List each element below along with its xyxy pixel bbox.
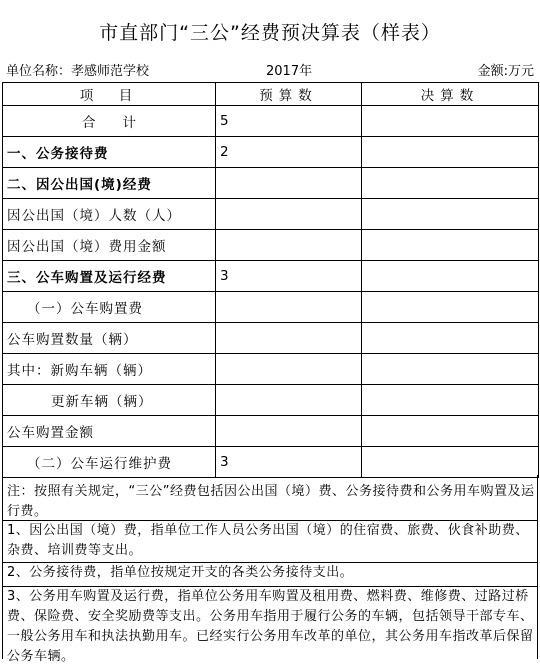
row-label[interactable]: 一、公务接待费 [3, 137, 216, 168]
row-label[interactable]: （一）公车购置费 [3, 292, 216, 323]
note-vehicle[interactable]: 3、公务用车购置及运行费，指单位公务用车购置及租用费、燃料费、维修费、过路过桥费、保险费、安全奖励费等支出。公务用车指用于履行公务的车辆，包括领导干部专车、一般公务用车和执法执勤用车。已经实行公务用车改革的单位，其公务用车指改革后保留公务车辆。 [7, 589, 534, 664]
row-label[interactable]: 二、因公出国(境)经费 [3, 168, 216, 199]
table-row [3, 447, 539, 478]
table-row [3, 261, 539, 292]
column-header-budget: 预算数 [216, 83, 362, 106]
budget-cell[interactable] [216, 354, 362, 385]
table-row [3, 230, 539, 261]
row-label[interactable]: （二）公车运行维护费 [3, 447, 216, 478]
table-row [3, 354, 539, 385]
budget-cell[interactable] [216, 416, 362, 447]
budget-table [2, 82, 539, 478]
budget-cell[interactable] [216, 292, 362, 323]
row-label[interactable]: 合 计 [3, 106, 216, 137]
row-label[interactable]: 因公出国（境）费用金额 [3, 230, 216, 261]
note-general[interactable]: 注：按照有关规定，“三公”经费包括因公出国（境）费、公务接待费和公务用车购置及运行费。 [7, 484, 535, 519]
table-row [3, 168, 539, 199]
budget-cell[interactable]: 3 [216, 261, 362, 292]
table-row [3, 323, 539, 354]
table-row [3, 199, 539, 230]
final-cell[interactable] [362, 230, 539, 261]
final-cell[interactable] [362, 416, 539, 447]
column-header-final: 决算数 [362, 83, 539, 106]
row-label[interactable]: 公车购置金额 [3, 416, 216, 447]
final-cell[interactable] [362, 261, 539, 292]
table-row [3, 137, 539, 168]
row-label[interactable]: 其中：新购车辆（辆） [3, 354, 216, 385]
table-row [3, 385, 539, 416]
final-cell[interactable] [362, 354, 539, 385]
final-cell[interactable] [362, 106, 539, 137]
note-reception[interactable]: 2、公务接待费，指单位按规定开支的各类公务接待支出。 [7, 565, 354, 580]
budget-cell[interactable] [216, 199, 362, 230]
row-label[interactable]: 三、公车购置及运行经费 [3, 261, 216, 292]
budget-cell[interactable] [216, 323, 362, 354]
budget-cell[interactable] [216, 168, 362, 199]
row-label[interactable]: 因公出国（境）人数（人） [3, 199, 216, 230]
budget-cell[interactable]: 2 [216, 137, 362, 168]
notes-block [2, 475, 538, 664]
budget-cell[interactable] [216, 230, 362, 261]
column-header-item: 项 目 [3, 83, 216, 106]
final-cell[interactable] [362, 385, 539, 416]
amount-unit: 金额:万元 [477, 64, 534, 79]
final-cell[interactable] [362, 323, 539, 354]
final-cell[interactable] [362, 137, 539, 168]
budget-cell[interactable]: 5 [216, 106, 362, 137]
final-cell[interactable] [362, 292, 539, 323]
row-label[interactable]: 更新车辆（辆） [3, 385, 216, 416]
table-row-total [3, 106, 539, 137]
row-label[interactable]: 公车购置数量（辆） [3, 323, 216, 354]
sheet-title: 市直部门“三公”经费预决算表（样表） [99, 21, 441, 44]
unit-name: 单位名称：孝感师范学校 [6, 64, 150, 79]
note-overseas[interactable]: 1、因公出国（境）费，指单位工作人员公务出国（境）的住宿费、旅费、伙食补助费、杂费、培训费等支出。 [7, 523, 529, 558]
table-row [3, 416, 539, 447]
table-row [3, 292, 539, 323]
table-header-row [3, 83, 539, 106]
final-cell[interactable] [362, 168, 539, 199]
year-label: 2017年 [266, 64, 313, 79]
final-cell[interactable] [362, 447, 539, 478]
budget-cell[interactable]: 3 [216, 447, 362, 478]
final-cell[interactable] [362, 199, 539, 230]
budget-cell[interactable] [216, 385, 362, 416]
